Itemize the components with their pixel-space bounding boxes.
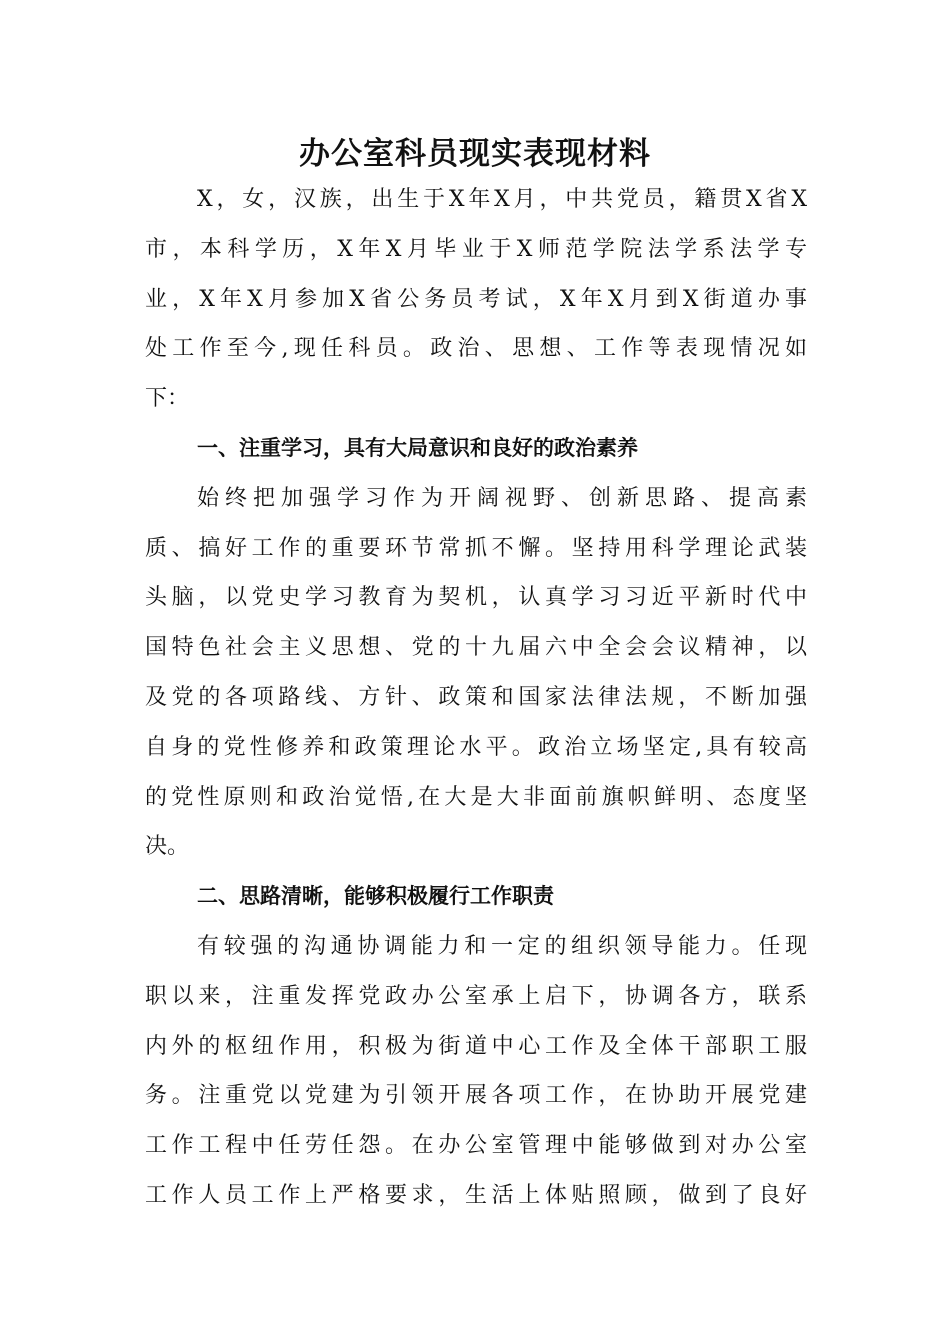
paragraph-line: 质、搞好工作的重要环节常抓不懈。坚持用科学理论武装: [145, 535, 807, 561]
paragraph-line: 始终把加强学习作为开阔视野、创新思路、提高素: [197, 485, 807, 511]
paragraph-line: 市，本科学历，X年X月毕业于X师范学院法学系法学专: [145, 236, 807, 262]
section-heading: 二、思路清晰，能够积极履行工作职责: [197, 884, 554, 909]
paragraph-line: X，女，汉族，出生于X年X月，中共党员，籍贯X省X: [197, 187, 807, 212]
paragraph-line: 头脑，以党史学习教育为契机，认真学习习近平新时代中: [145, 585, 807, 611]
paragraph-line: 及党的各项路线、方针、政策和国家法律法规，不断加强: [145, 684, 807, 710]
paragraph-line: 下：: [145, 386, 190, 412]
paragraph-line: 有较强的沟通协调能力和一定的组织领导能力。任现: [197, 933, 807, 959]
paragraph-line: 业，X年X月参加X省公务员考试，X年X月到X街道办事: [145, 286, 807, 312]
paragraph-line: 工作人员工作上严格要求，生活上体贴照顾，做到了良好: [145, 1182, 807, 1208]
paragraph-line: 国特色社会主义思想、党的十九届六中全会会议精神，以: [145, 635, 807, 661]
paragraph-line: 决。: [145, 834, 190, 860]
paragraph-line: 处工作至今,现任科员。政治、思想、工作等表现情况如: [145, 336, 807, 362]
paragraph-line: 的党性原则和政治觉悟,在大是大非面前旗帜鲜明、态度坚: [145, 784, 807, 810]
paragraph-line: 务。注重党以党建为引领开展各项工作，在协助开展党建: [145, 1083, 807, 1109]
document-title: 办公室科员现实表现材料: [299, 136, 651, 172]
document-body: [145, 175, 807, 1221]
paragraph-line: 内外的枢纽作用，积极为街道中心工作及全体干部职工服: [145, 1033, 807, 1059]
paragraph-line: 工作工程中任劳任怨。在办公室管理中能够做到对办公室: [145, 1133, 807, 1159]
section-heading: 一、注重学习，具有大局意识和良好的政治素养: [197, 435, 638, 460]
paragraph-line: 自身的党性修养和政策理论水平。政治立场坚定,具有较高: [145, 734, 807, 760]
paragraph-line: 职以来，注重发挥党政办公室承上启下，协调各方，联系: [145, 983, 807, 1009]
